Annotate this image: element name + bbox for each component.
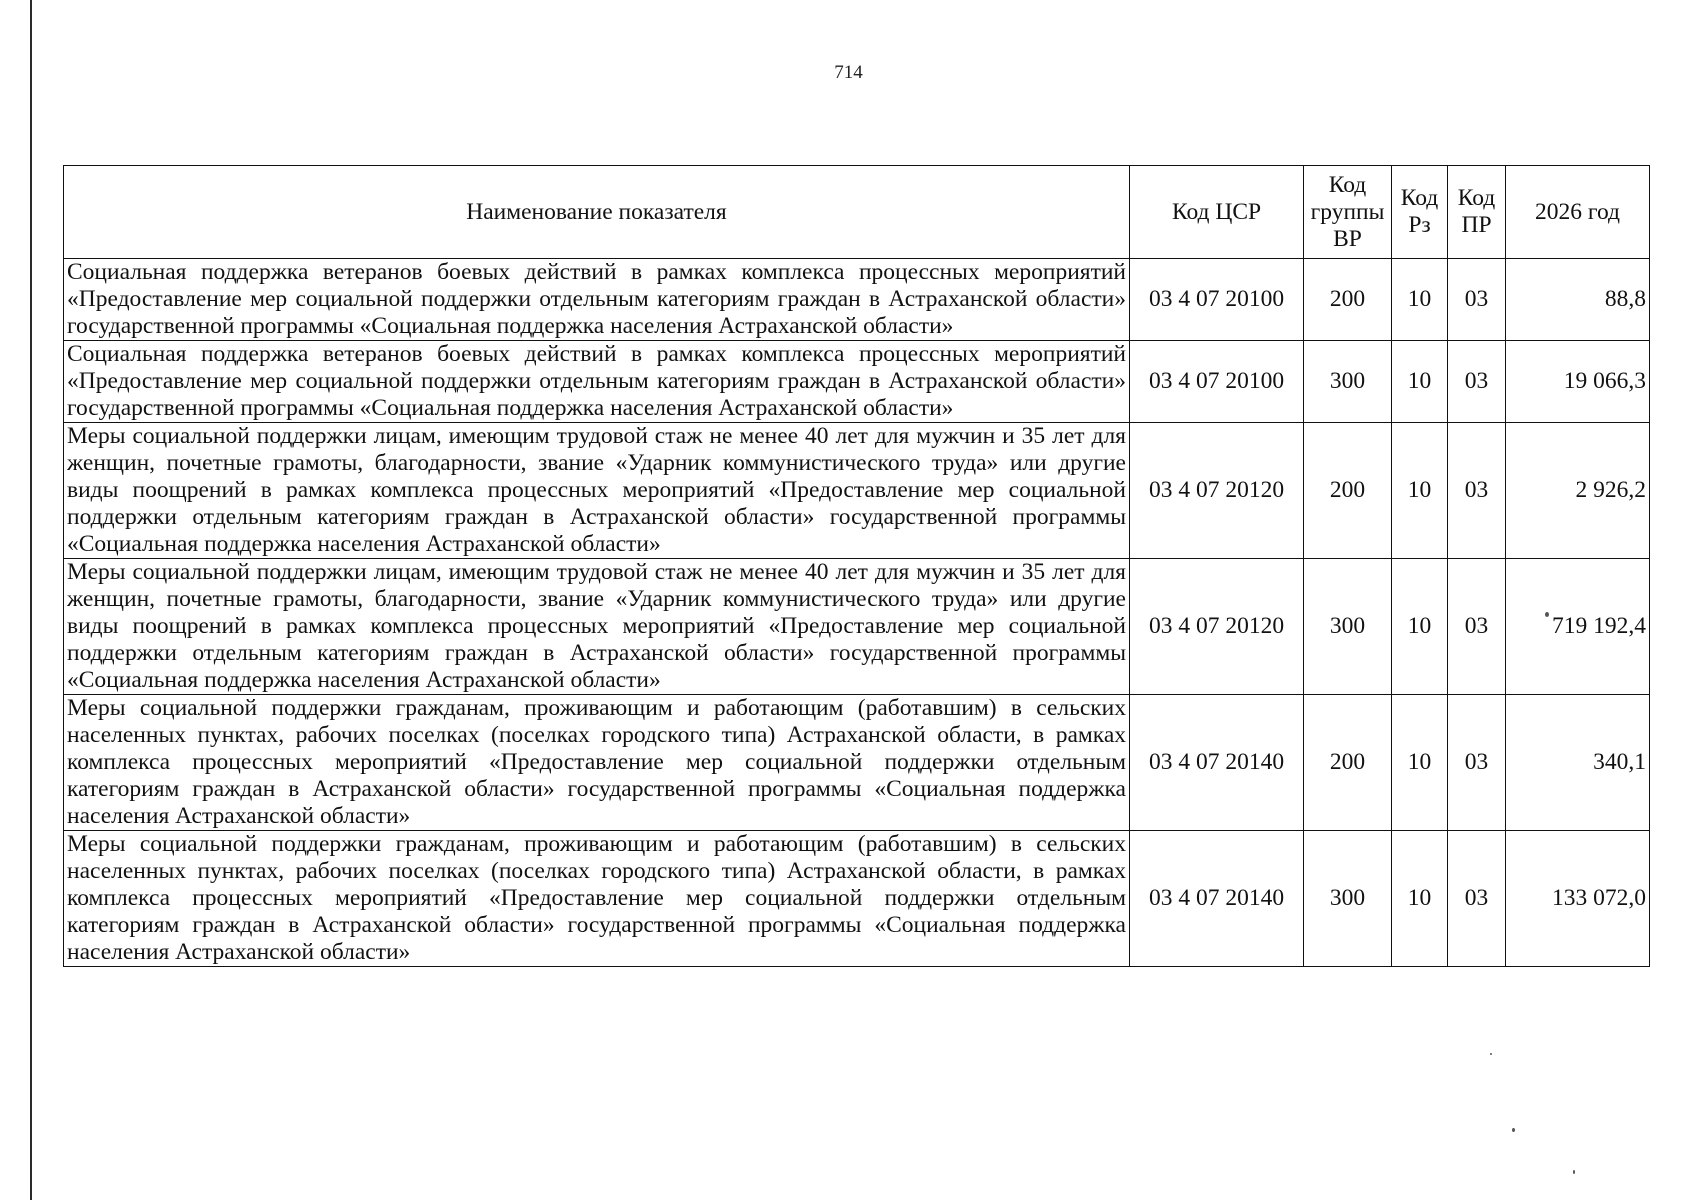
- header-year: 2026 год: [1506, 166, 1650, 259]
- row-name: Меры социальной поддержки гражданам, проживающим и работающим (работавшим) в сельских населенных пунктах, рабочих поселках (поселках городского типа) Астраханской области, в рамках комплекса процессных мероприятий «Предоставление мер социальной поддержки отдельным категориям граждан в Астраханской области» государственной программы «Социальная поддержка населения Астраханской области»: [64, 831, 1130, 967]
- header-pr-line2: ПР: [1461, 212, 1492, 238]
- row-amount: 340,1: [1506, 695, 1650, 831]
- row-csr: 03 4 07 20140: [1130, 695, 1304, 831]
- row-name: Меры социальной поддержки гражданам, проживающим и работающим (работавшим) в сельских населенных пунктах, рабочих поселках (поселках городского типа) Астраханской области, в рамках комплекса процессных мероприятий «Предоставление мер социальной поддержки отдельным категориям граждан в Астраханской области» государственной программы «Социальная поддержка населения Астраханской области»: [64, 695, 1130, 831]
- table-row: [64, 695, 1650, 831]
- row-rz: 10: [1392, 341, 1448, 423]
- row-vr: 300: [1304, 559, 1392, 695]
- header-rz-line2: Рз: [1408, 212, 1431, 238]
- row-pr: 03: [1448, 259, 1506, 341]
- row-name: Социальная поддержка ветеранов боевых действий в рамках комплекса процессных мероприятий «Предоставление мер социальной поддержки отдельным категориям граждан в Астраханской области» государственной программы «Социальная поддержка населения Астраханской области»: [64, 341, 1130, 423]
- row-pr: 03: [1448, 423, 1506, 559]
- row-rz: 10: [1392, 259, 1448, 341]
- table-row: [64, 559, 1650, 695]
- page-number: 714: [834, 62, 863, 83]
- row-rz: 10: [1392, 423, 1448, 559]
- header-name: Наименование показателя: [64, 166, 1130, 259]
- table-row: [64, 423, 1650, 559]
- scan-speck: [1573, 1170, 1575, 1174]
- row-amount: 719 192,4: [1506, 559, 1650, 695]
- row-amount: 2 926,2: [1506, 423, 1650, 559]
- row-name: Социальная поддержка ветеранов боевых действий в рамках комплекса процессных мероприятий «Предоставление мер социальной поддержки отдельным категориям граждан в Астраханской области» государственной программы «Социальная поддержка населения Астраханской области»: [64, 259, 1130, 341]
- row-vr: 300: [1304, 341, 1392, 423]
- row-rz: 10: [1392, 695, 1448, 831]
- row-vr: 200: [1304, 423, 1392, 559]
- header-vr-line3: ВР: [1333, 225, 1362, 252]
- table-header-row: [64, 166, 1650, 259]
- row-amount: 133 072,0: [1506, 831, 1650, 967]
- row-amount: 88,8: [1506, 259, 1650, 341]
- row-pr: 03: [1448, 831, 1506, 967]
- row-rz: 10: [1392, 831, 1448, 967]
- row-pr: 03: [1448, 695, 1506, 831]
- table-row: [64, 341, 1650, 423]
- scan-speck: [1512, 1128, 1515, 1132]
- header-rz: [1392, 166, 1448, 259]
- row-csr: 03 4 07 20100: [1130, 341, 1304, 423]
- row-vr: 200: [1304, 695, 1392, 831]
- header-vr: [1304, 166, 1392, 259]
- row-amount: 19 066,3: [1506, 341, 1650, 423]
- row-rz: 10: [1392, 559, 1448, 695]
- row-pr: 03: [1448, 341, 1506, 423]
- row-csr: 03 4 07 20120: [1130, 559, 1304, 695]
- row-pr: 03: [1448, 559, 1506, 695]
- row-name: Меры социальной поддержки лицам, имеющим трудовой стаж не менее 40 лет для мужчин и 35 лет для женщин, почетные грамоты, благодарности, звание «Ударник коммунистического труда» или другие виды поощрений в рамках комплекса процессных мероприятий «Предоставление мер социальной поддержки отдельным категориям граждан в Астраханской области» государственной программы «Социальная поддержка населения Астраханской области»: [64, 423, 1130, 559]
- table-row: [64, 259, 1650, 341]
- row-csr: 03 4 07 20120: [1130, 423, 1304, 559]
- row-vr: 300: [1304, 831, 1392, 967]
- budget-table: [63, 165, 1650, 967]
- header-csr: Код ЦСР: [1130, 166, 1304, 259]
- header-pr: [1448, 166, 1506, 259]
- scan-speck: [1490, 1053, 1492, 1055]
- binding-edge-line: [30, 0, 32, 1200]
- header-pr-line1: Код: [1457, 185, 1496, 211]
- header-rz-line1: Код: [1400, 185, 1439, 211]
- table-row: [64, 831, 1650, 967]
- row-name: Меры социальной поддержки лицам, имеющим трудовой стаж не менее 40 лет для мужчин и 35 лет для женщин, почетные грамоты, благодарности, звание «Ударник коммунистического труда» или другие виды поощрений в рамках комплекса процессных мероприятий «Предоставление мер социальной поддержки отдельным категориям граждан в Астраханской области» государственной программы «Социальная поддержка населения Астраханской области»: [64, 559, 1130, 695]
- row-csr: 03 4 07 20100: [1130, 259, 1304, 341]
- row-vr: 200: [1304, 259, 1392, 341]
- row-csr: 03 4 07 20140: [1130, 831, 1304, 967]
- header-vr-line1: Код: [1328, 171, 1367, 198]
- header-vr-line2: группы: [1310, 198, 1385, 225]
